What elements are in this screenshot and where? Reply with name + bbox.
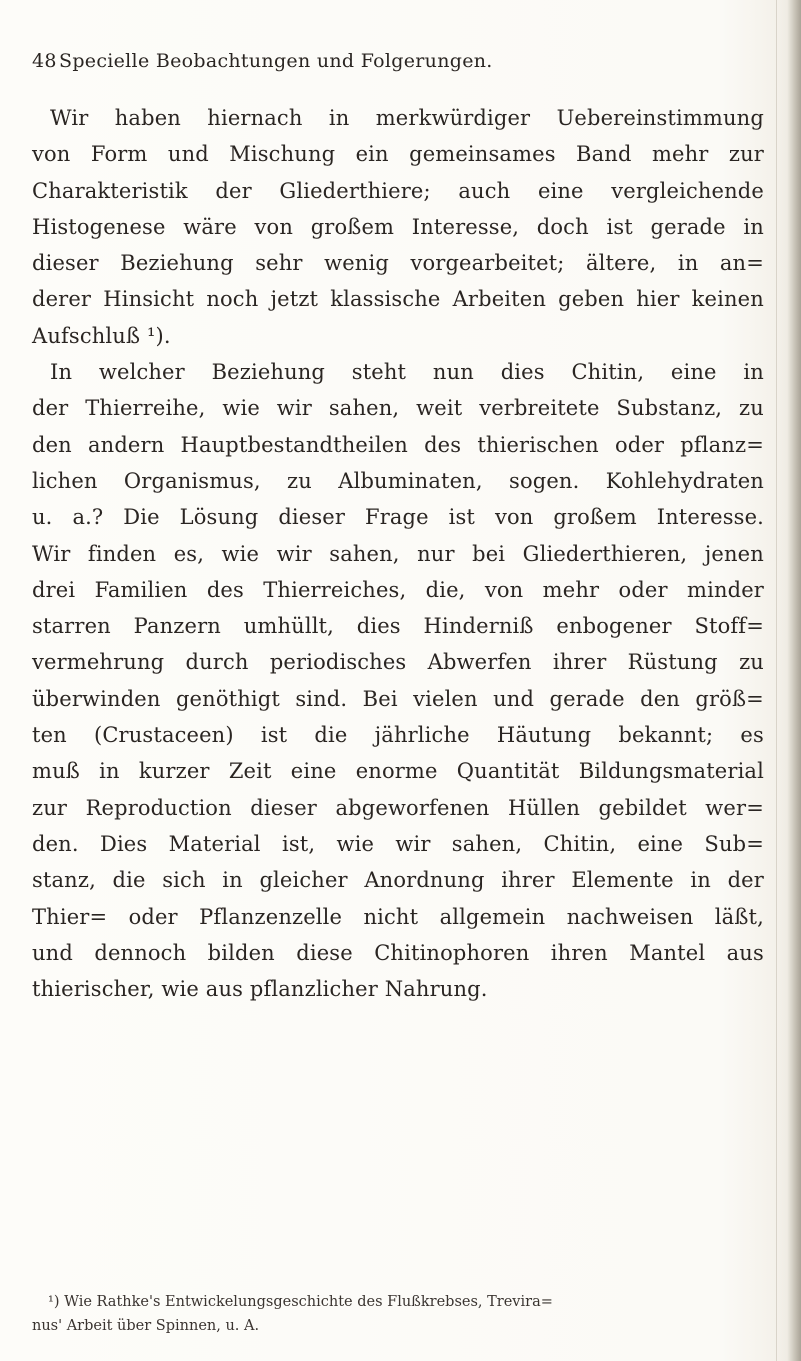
word: von	[484, 577, 524, 602]
text-line	[32, 427, 764, 463]
word: läßt,	[714, 904, 764, 929]
word: Organismus,	[123, 468, 261, 493]
word: in	[222, 868, 243, 893]
word: Hinderniß	[423, 614, 534, 639]
word: von	[32, 142, 71, 167]
word: Albuminaten,	[338, 468, 483, 493]
word: noch	[206, 287, 259, 312]
paragraph-1	[32, 100, 764, 354]
text-line	[32, 608, 764, 644]
word: ein	[355, 142, 389, 167]
word: periodisches	[269, 650, 407, 675]
word: Bildungsmaterial	[578, 759, 764, 784]
text-line	[32, 644, 764, 680]
word: andern	[87, 432, 165, 457]
word: Chitin,	[571, 360, 645, 385]
word: Hauptbestandtheilen	[180, 432, 408, 457]
text-line	[32, 717, 764, 753]
word: wie	[336, 831, 375, 856]
word: nachweisen	[566, 904, 694, 929]
word: minder	[687, 577, 764, 602]
text-line	[32, 281, 764, 317]
word: Band	[576, 142, 632, 167]
text-line	[32, 100, 764, 136]
word: oder	[128, 904, 178, 929]
word: Sub=	[704, 831, 764, 856]
word: ist	[606, 214, 633, 239]
word: in	[690, 868, 711, 893]
text-line	[32, 209, 764, 245]
word: diese	[296, 940, 353, 965]
word: klassische	[330, 287, 441, 312]
word: mehr	[542, 577, 600, 602]
word: geben	[558, 287, 625, 312]
word: Panzern	[133, 614, 221, 639]
text-line	[32, 681, 764, 717]
word: Mantel	[629, 940, 706, 965]
text-line	[32, 354, 764, 390]
word: stanz,	[32, 868, 96, 893]
word: Chitin,	[543, 831, 617, 856]
text-line-last: Aufschluß ¹).	[32, 323, 171, 348]
word: Histogenese	[32, 214, 166, 239]
word: Elemente	[571, 868, 674, 893]
word: sogen.	[509, 468, 580, 493]
word: dieser	[32, 251, 99, 276]
word: dieser	[278, 505, 346, 530]
word: bei	[472, 541, 506, 566]
word: derer	[32, 287, 92, 312]
word: drei	[32, 577, 76, 602]
word: thierischen	[477, 432, 599, 457]
page-header	[32, 50, 772, 90]
word: steht	[351, 360, 407, 385]
word: zu	[287, 468, 312, 493]
word: des	[424, 432, 462, 457]
word: hier	[636, 287, 680, 312]
word: Rüstung	[627, 650, 718, 675]
word: Abwerfen	[427, 650, 532, 675]
word: der	[215, 178, 252, 203]
word: zur	[32, 795, 68, 820]
text-line	[32, 390, 764, 426]
word: finden	[87, 541, 157, 566]
word: Stoff=	[694, 614, 764, 639]
word: pflanz=	[680, 432, 764, 457]
word: Anordnung	[364, 868, 485, 893]
word: Wir	[32, 541, 71, 566]
word: den	[640, 686, 680, 711]
word: doch	[536, 214, 589, 239]
word: a.?	[72, 505, 104, 530]
word: eine	[290, 759, 337, 784]
footnote-line: ¹) Wie Rathke's Entwickelungsgeschichte des Flußkrebses, Trevira=	[48, 1294, 553, 1310]
text-line	[32, 245, 764, 281]
word: in	[743, 214, 764, 239]
word: wenig	[324, 251, 389, 276]
word: bekannt;	[618, 723, 714, 748]
word: in	[743, 360, 764, 385]
word: sahen,	[329, 541, 400, 566]
text-line	[32, 173, 764, 209]
word: Lösung	[179, 505, 259, 530]
word: größ=	[695, 686, 764, 711]
text-line-last: thierischer, wie aus pflanzlicher Nahrung.	[32, 977, 488, 1002]
word: es,	[173, 541, 205, 566]
word: überwinden	[32, 686, 161, 711]
word: wir	[276, 541, 312, 566]
word: eine	[537, 178, 584, 203]
word: Familien	[94, 577, 188, 602]
text-line	[32, 463, 764, 499]
word: ihrer	[501, 868, 555, 893]
word: ist,	[281, 831, 316, 856]
word: dennoch	[94, 940, 187, 965]
word: Gliederthiere;	[279, 178, 431, 203]
word: wir	[395, 831, 431, 856]
word: wer=	[705, 795, 764, 820]
word: Hüllen	[507, 795, 581, 820]
word: verbreitete	[479, 396, 600, 421]
word: sahen,	[328, 396, 400, 421]
main-text	[32, 100, 764, 1007]
word: gebildet	[598, 795, 687, 820]
word: sind.	[295, 686, 348, 711]
word: Substanz,	[616, 396, 723, 421]
word: es	[740, 723, 764, 748]
text-line	[32, 753, 764, 789]
word: an=	[719, 251, 764, 276]
word: Beziehung	[211, 360, 326, 385]
text-line	[32, 499, 764, 535]
word: Reproduction	[85, 795, 232, 820]
word: Die	[123, 505, 160, 530]
word: abgeworfenen	[335, 795, 490, 820]
word: und	[32, 940, 73, 965]
text-line	[32, 862, 764, 898]
word: Interesse,	[411, 214, 520, 239]
word: keinen	[691, 287, 764, 312]
word: Beziehung	[120, 251, 234, 276]
word: dies	[500, 360, 545, 385]
text-line	[32, 790, 764, 826]
word: Thier=	[32, 904, 108, 929]
word: dies	[356, 614, 401, 639]
word: vergleichende	[611, 178, 764, 203]
word: Wir	[50, 106, 89, 130]
word: Kohlehydraten	[605, 468, 764, 493]
word: jährliche	[374, 723, 470, 748]
word: die,	[425, 577, 466, 602]
word: enorme	[355, 759, 438, 784]
word: aus	[726, 940, 764, 965]
word: vorgearbeitet;	[410, 251, 565, 276]
word: sich	[162, 868, 206, 893]
word: und	[167, 142, 209, 167]
word: ihrer	[552, 650, 607, 675]
word: Thierreihe,	[85, 396, 206, 421]
word: und	[493, 686, 535, 711]
word: vielen	[413, 686, 478, 711]
word: eine	[637, 831, 684, 856]
word: merkwürdiger	[375, 106, 531, 130]
word: Frage	[364, 505, 429, 530]
word: Hinsicht	[103, 287, 195, 312]
word: Form	[90, 142, 148, 167]
word: jenen	[704, 541, 764, 566]
word: der	[727, 868, 764, 893]
word: in	[99, 759, 120, 784]
word: Dies	[99, 831, 148, 856]
word: weit	[416, 396, 463, 421]
word: hiernach	[207, 106, 303, 130]
word: des	[206, 577, 244, 602]
word: ihren	[550, 940, 608, 965]
word: gerade	[650, 214, 726, 239]
word: zur	[728, 142, 764, 167]
word: nun	[432, 360, 474, 385]
word: Chitinophoren	[374, 940, 530, 965]
word: Interesse.	[656, 505, 764, 530]
text-line	[32, 572, 764, 608]
word: zu	[739, 396, 764, 421]
page-number: 48	[32, 50, 57, 72]
word: genöthigt	[175, 686, 280, 711]
word: dieser	[250, 795, 317, 820]
word: gleicher	[259, 868, 348, 893]
word: die	[112, 868, 146, 893]
word: Thierreiches,	[263, 577, 407, 602]
word: wie	[222, 396, 260, 421]
page-edge-shadow	[787, 0, 801, 1361]
word: nur	[417, 541, 455, 566]
word: starren	[32, 614, 111, 639]
word: Zeit	[228, 759, 272, 784]
word: allgemein	[439, 904, 546, 929]
word: Quantität	[456, 759, 560, 784]
word: Bei	[362, 686, 398, 711]
word: Arbeiten	[452, 287, 546, 312]
footnote-line: nus' Arbeit über Spinnen, u. A.	[32, 1318, 260, 1334]
page-gutter-line	[776, 0, 777, 1361]
word: (Crustaceen)	[94, 723, 234, 748]
word: in	[328, 106, 350, 130]
word: großem	[310, 214, 395, 239]
word: gerade	[549, 686, 625, 711]
text-line	[32, 536, 764, 572]
word: durch	[185, 650, 249, 675]
word: Material	[168, 831, 261, 856]
word: haben	[114, 106, 181, 130]
word: mehr	[651, 142, 709, 167]
word: u.	[32, 505, 53, 530]
word: umhüllt,	[243, 614, 334, 639]
word: oder	[614, 432, 665, 457]
word: ten	[32, 723, 67, 748]
word: der	[32, 396, 69, 421]
word: die	[314, 723, 348, 748]
word: von	[494, 505, 534, 530]
word: Pflanzenzelle	[199, 904, 343, 929]
word: großem	[553, 505, 637, 530]
word: welcher	[98, 360, 185, 385]
word: eine	[670, 360, 717, 385]
word: kurzer	[138, 759, 210, 784]
paragraph-2	[32, 354, 764, 1007]
running-title: Specielle Beobachtungen und Folgerungen.	[59, 50, 493, 72]
word: Charakteristik	[32, 178, 188, 203]
text-line	[32, 935, 764, 971]
word: den.	[32, 831, 79, 856]
text-line	[32, 136, 764, 172]
word: den	[32, 432, 72, 457]
word: gemeinsames	[409, 142, 556, 167]
word: ist	[260, 723, 288, 748]
word: wir	[276, 396, 312, 421]
word: enbogener	[556, 614, 672, 639]
word: in	[677, 251, 699, 276]
word: ist	[448, 505, 476, 530]
word: muß	[32, 759, 80, 784]
text-line	[32, 826, 764, 862]
word: lichen	[32, 468, 98, 493]
word: bilden	[207, 940, 275, 965]
word: In	[50, 360, 73, 385]
word: wäre	[183, 214, 237, 239]
footnote	[32, 1290, 764, 1338]
word: nicht	[363, 904, 419, 929]
word: wie	[221, 541, 260, 566]
word: auch	[458, 178, 511, 203]
word: ältere,	[586, 251, 657, 276]
word: zu	[739, 650, 764, 675]
word: Gliederthieren,	[522, 541, 688, 566]
word: oder	[618, 577, 668, 602]
word: jetzt	[270, 287, 319, 312]
text-line	[32, 899, 764, 935]
word: sehr	[255, 251, 303, 276]
word: Mischung	[229, 142, 336, 167]
word: vermehrung	[32, 650, 165, 675]
word: Häutung	[496, 723, 592, 748]
word: Uebereinstimmung	[556, 106, 764, 130]
word: von	[254, 214, 293, 239]
word: sahen,	[451, 831, 523, 856]
